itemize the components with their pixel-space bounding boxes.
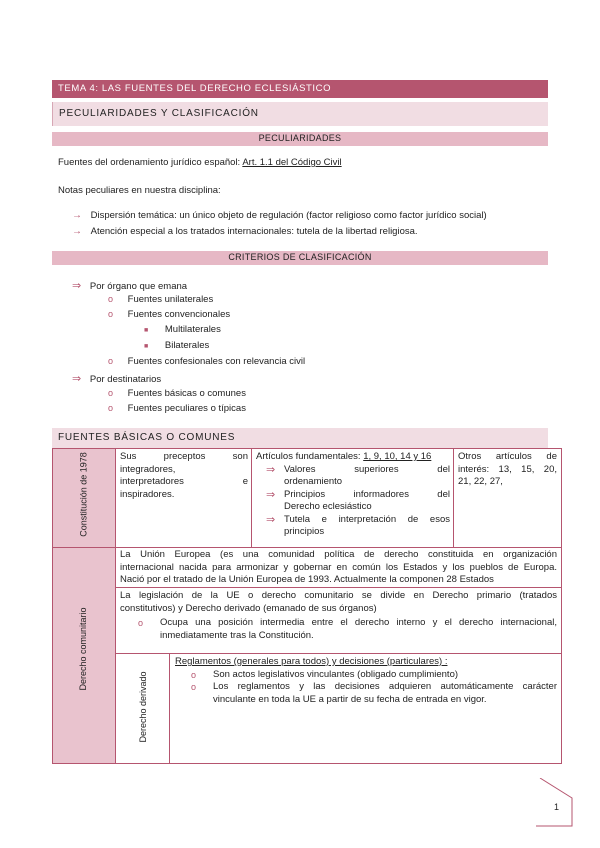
right-arrow-icon: → <box>72 210 82 221</box>
list-item: o Los reglamentos y las decisiones adquieren automáticamente carácter vinculante en toda la UE a partir de su fecha de entrada en vigor. <box>175 681 557 706</box>
articulos-cell: Artículos fundamentales: 1, 9, 10, 14 y 16 ⇒ Valores superiores del ordenamiento ⇒ Principios informadores del Derecho eclesiástico ⇒ Tutela e interpretación de esos principios <box>251 449 453 547</box>
list-item: ⇒ Valores superiores del ordenamiento <box>256 464 450 489</box>
derivado-label: Derecho derivado <box>138 671 148 743</box>
square-bullet-icon: ■ <box>144 343 149 350</box>
circle-bullet-icon: o <box>191 682 197 692</box>
articulos-link[interactable]: 1, 9, 10, 14 y 16 <box>363 451 432 462</box>
circle-bullet-icon: o <box>108 294 114 304</box>
list-item: o Fuentes peculiares o típicas <box>108 403 246 414</box>
peculiaridades-heading: PECULIARIDADES <box>52 132 548 146</box>
double-arrow-icon: ⇒ <box>266 463 276 476</box>
list-item: ■ Multilaterales <box>144 324 221 335</box>
section-subtitle: PECULIARIDADES Y CLASIFICACIÓN <box>52 102 548 126</box>
derivado-label-cell <box>115 653 169 763</box>
page-title: TEMA 4: LAS FUENTES DEL DERECHO ECLESIÁSTICO <box>52 80 548 98</box>
double-arrow-icon: ⇒ <box>266 513 276 526</box>
double-arrow-icon: ⇒ <box>72 373 82 385</box>
list-item: ■ Bilaterales <box>144 340 210 351</box>
constitucion-label-cell <box>53 449 115 547</box>
circle-bullet-icon: o <box>108 356 114 366</box>
list-item: ⇒ Tutela e interpretación de esos principios <box>256 514 450 539</box>
fuentes-prefix: Fuentes del ordenamiento jurídico español: <box>58 157 243 168</box>
legislacion-cell: La legislación de la UE o derecho comunitario se divide en Derecho primario (tratados constitutivos) y Derecho derivado (emanado de sus órganos) o Ocupa una posición intermedia entre el derecho interno y el derecho internacional, inmediatamente tras la Constitución. <box>115 587 561 653</box>
page-number: 1 <box>554 802 560 812</box>
list-item: o Fuentes confesionales con relevancia civil <box>108 356 306 367</box>
list-item: → Atención especial a los tratados internacionales: tutela de la libertad religiosa. <box>72 226 418 237</box>
list-item: o Fuentes convencionales <box>108 309 231 320</box>
codigo-civil-link[interactable]: Art. 1.1 del Código Civil <box>242 157 342 168</box>
reglamentos-cell <box>169 653 561 763</box>
list-item: ⇒ Por destinatarios <box>72 373 162 385</box>
circle-bullet-icon: o <box>108 403 114 413</box>
page-corner-icon <box>528 778 574 828</box>
circle-bullet-icon: o <box>108 388 114 398</box>
list-item: ⇒ Por órgano que emana <box>72 280 188 292</box>
circle-bullet-icon: o <box>191 669 197 680</box>
list-item: o Ocupa una posición intermedia entre el derecho interno y el derecho internacional, inmediatamente tras la Constitución. <box>120 617 557 642</box>
fuentes-ordenamiento-text <box>58 157 342 168</box>
reglamentos-heading: Reglamentos (generales para todos) y decisiones (particulares) : <box>175 656 448 667</box>
fuentes-basicas-heading: FUENTES BÁSICAS O COMUNES <box>52 428 548 448</box>
ue-description-cell: La Unión Europea (es una comunidad política de derecho constituida en organización internacional nacida para armonizar y gobernar en común los Estados y los pueblos de Europa. Nació por el tratado de la Unión Europea de 1993. Actualmente la componen 28 Estados <box>115 547 561 587</box>
comunitario-label: Derecho comunitario <box>78 607 88 691</box>
comunitario-label-cell <box>53 547 115 763</box>
list-item: → Dispersión temática: un único objeto de regulación (factor religioso como factor jurídico social) <box>72 210 487 221</box>
list-item: ⇒ Principios informadores del Derecho eclesiástico <box>256 489 450 514</box>
list-item: o Son actos legislativos vinculantes (obligado cumplimiento) <box>175 669 557 682</box>
page-number-badge <box>528 778 574 828</box>
criterios-heading: CRITERIOS DE CLASIFICACIÓN <box>52 251 548 265</box>
list-item: o Fuentes unilaterales <box>108 294 214 305</box>
double-arrow-icon: ⇒ <box>72 280 82 292</box>
otros-articulos-cell: Otros artículos de interés: 13, 15, 20, 21, 22, 27, <box>453 449 561 547</box>
preceptos-cell: Sus preceptos son integradores, interpretadores e inspiradores. <box>115 449 251 547</box>
constitucion-label: Constitución de 1978 <box>78 452 89 537</box>
right-arrow-icon: → <box>72 226 82 237</box>
circle-bullet-icon: o <box>138 618 144 628</box>
square-bullet-icon: ■ <box>144 327 149 334</box>
list-item: o Fuentes básicas o comunes <box>108 388 246 399</box>
double-arrow-icon: ⇒ <box>266 488 276 501</box>
fuentes-table <box>52 448 562 764</box>
notas-peculiares-text: Notas peculiares en nuestra disciplina: <box>58 185 221 196</box>
circle-bullet-icon: o <box>108 309 114 319</box>
